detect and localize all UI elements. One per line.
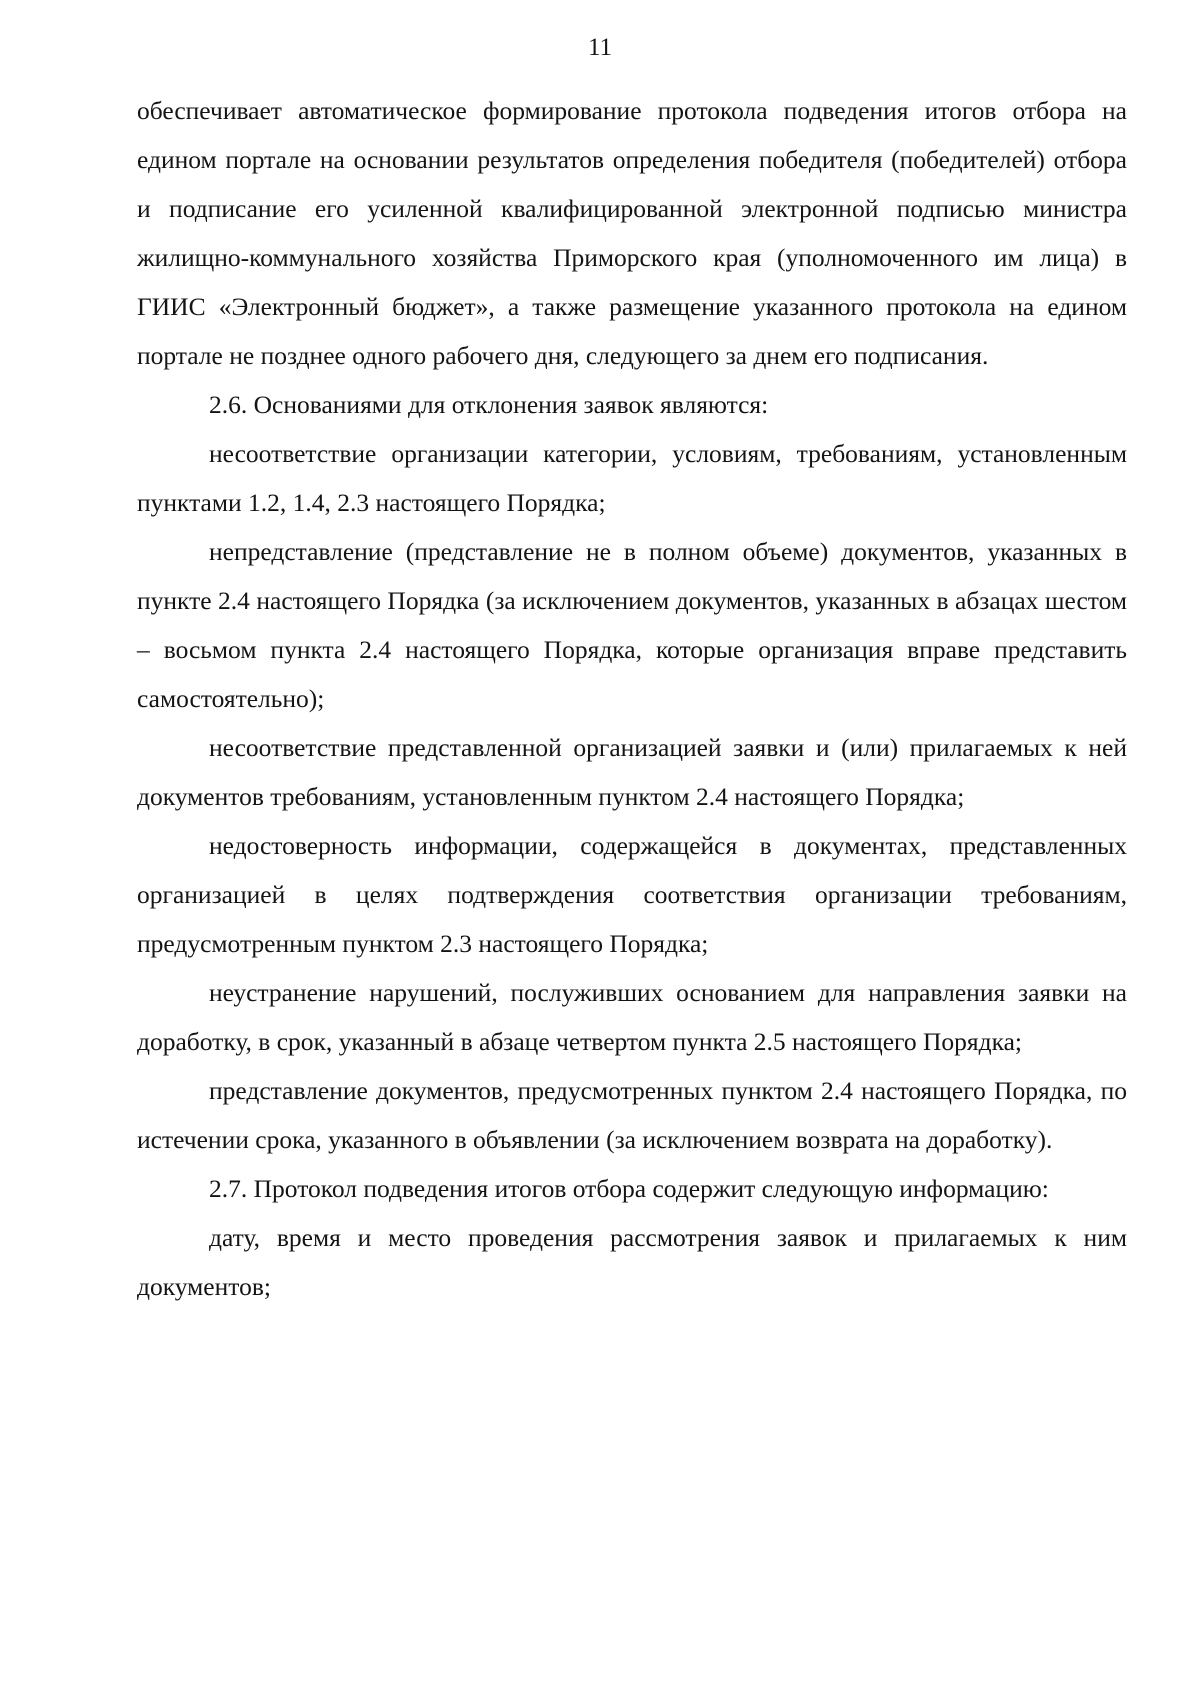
paragraph-2-6-missing-documents: непредставление (представление не в полном объеме) документов, указанных в пункте 2.4 настоящего Порядка (за исключением документов, указанных в абзацах шестом – восьмом пункта 2.4 настоящего Порядка, которые организация вправе представить самостоятельно); <box>137 537 1127 713</box>
paragraph-2-6-application-mismatch: несоответствие представленной организацией заявки и (или) прилагаемых к ней документов требованиям, установленным пунктом 2.4 настоящего Порядка; <box>137 733 1127 811</box>
paragraph-2-6-noncompliance: несоответствие организации категории, условиям, требованиям, установленным пунктами 1.2, 1.4, 2.3 настоящего Порядка; <box>137 439 1127 517</box>
paragraph-2-7-date-time-place: дату, время и место проведения рассмотрения заявок и прилагаемых к ним документов; <box>137 1223 1127 1301</box>
paragraph-2-6-uncorrected-violations: неустранение нарушений, послуживших основанием для направления заявки на доработку, в срок, указанный в абзаце четвертом пункта 2.5 настоящего Порядка; <box>137 978 1127 1056</box>
document-body <box>137 86 1127 1311</box>
paragraph-2-6-unreliable-info: недостоверность информации, содержащейся в документах, представленных организацией в целях подтверждения соответствия организации требованиям, предусмотренным пунктом 2.3 настоящего Порядка; <box>137 831 1127 958</box>
page-number: 11 <box>587 34 613 61</box>
paragraph-2-6: 2.6. Основаниями для отклонения заявок являются: <box>209 390 769 419</box>
paragraph-2-7: 2.7. Протокол подведения итогов отбора содержит следующую информацию: <box>209 1174 1049 1203</box>
paragraph-2-6-late-submission: представление документов, предусмотренных пунктом 2.4 настоящего Порядка, по истечении срока, указанного в объявлении (за исключением возврата на доработку). <box>137 1076 1127 1154</box>
paragraph-continuation: обеспечивает автоматическое формирование протокола подведения итогов отбора на едином портале на основании результатов определения победителя (победителей) отбора и подписание его усиленной квалифицированной электронной подписью министра жилищно-коммунального хозяйства Приморского края (уполномоченного им лица) в ГИИС «Электронный бюджет», а также размещение указанного протокола на едином портале не позднее одного рабочего дня, следующего за днем его подписания. <box>137 96 1127 370</box>
